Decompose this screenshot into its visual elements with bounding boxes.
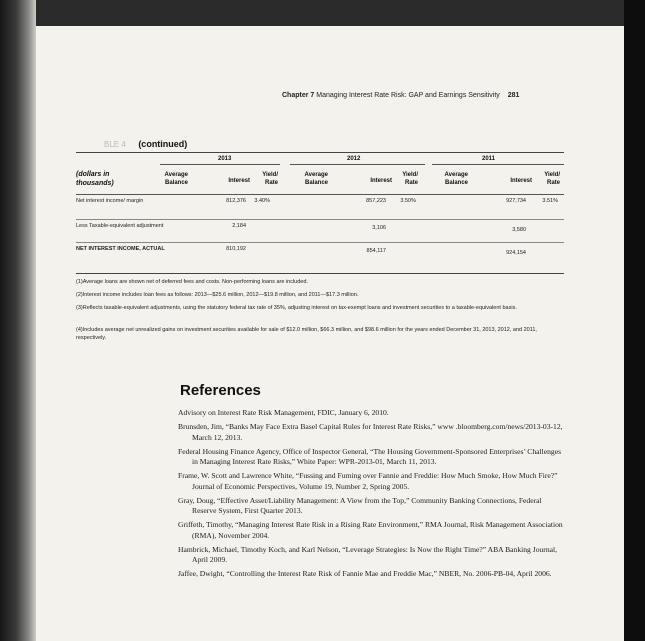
book-spine-shadow [0, 0, 36, 641]
cell: 924,154 [506, 250, 526, 256]
year-2011: 2011 [482, 156, 496, 162]
col-yield-2013: Yield/ Rate [262, 172, 278, 186]
year-2013-rule [160, 164, 280, 165]
reference-item: Federal Housing Finance Agency, Office of Inspector General, “The Housing Government-Sponsored Enterprises’ Challenges in Managing Interest Rate Risks,” White Paper: WPR-2013-01, March 11, 2013. [178, 446, 562, 466]
page-number: 281 [507, 92, 520, 99]
col-interest-2012: Interest [370, 178, 392, 184]
reference-item: Hambrick, Michael, Timothy Koch, and Karl Nelson, “Leverage Strategies: Is Now the Right Time?” ABA Banking Journal, April 2009. [178, 544, 557, 564]
table-bottom-rule [76, 273, 564, 274]
col-avg-balance-2011: Average Balance [444, 172, 468, 186]
year-2012-rule [290, 164, 425, 165]
reference-item: Griffeth, Timothy, “Managing Interest Rate Risk in a Rising Rate Environment,” RMA Journal, Risk Management Association (RMA), November 2004. [178, 520, 563, 540]
cell: 857,223 [366, 198, 386, 204]
reference-item: Gray, Doug, “Effective Asset/Liability Management: A View from the Top,” Community Banking Connections, Federal Reserve System, First Quarter 2013. [178, 495, 542, 515]
cell: 3.40% [254, 198, 270, 204]
references-list [178, 408, 564, 584]
reference-item: Frame, W. Scott and Lawrence White, “Fussing and Fuming over Fannie and Freddie: How Much Smoke, How Much Fire?” Journal of Economic Perspectives, Volume 19, Number 2, Spring 2005. [178, 471, 558, 491]
row-label: Less Taxable-equivalent adjustment [76, 223, 164, 229]
row-label: Net interest income/ margin [76, 198, 144, 204]
cell: 810,192 [226, 246, 246, 252]
table-continued: (continued) [138, 139, 188, 149]
footnote-3: (3)Reflects taxable-equivalent adjustments, using the statutory federal tax rate of 35%, adjusting interest on tax-exempt loans and investment securities to a taxable-equivalent basis. [76, 305, 517, 311]
col-yield-2011: Yield/ Rate [544, 172, 560, 186]
row-rule [76, 219, 564, 220]
year-2013: 2013 [218, 156, 232, 162]
header-rule [76, 194, 564, 195]
reference-item: Jaffee, Dwight, “Controlling the Interest Rate Risk of Fannie Mae and Freddie Mac,” NBER, No. 2006-PB-04, April 2006. [178, 569, 552, 579]
references-heading: References [180, 382, 261, 399]
footnote-4: (4)Includes average net unrealized gains on investment securities available for sale of $12.0 million, $66.3 million, and $98.6 million for the years ended December 31, 2013, 2012, and 2011, respectively. [76, 327, 537, 341]
dollars-header: (dollars in thousands) [76, 171, 114, 187]
table-top-rule [76, 152, 564, 153]
table-label-prefix: BLE 4 [104, 140, 126, 149]
cell: 927,734 [506, 198, 526, 204]
chapter-title: Managing Interest Rate Risk: GAP and Earnings Sensitivity [316, 92, 500, 99]
cell: 3,580 [512, 227, 526, 233]
cell: 812,376 [226, 198, 246, 204]
row-label: NET INTEREST INCOME, ACTUAL [76, 246, 165, 252]
footnote-2: (2)Interest income includes loan fees as follows: 2013—$25.6 million, 2012—$19.8 million, and 2011—$17.3 million. [76, 292, 359, 298]
cell: 2,184 [232, 223, 246, 229]
year-2011-rule [432, 164, 564, 165]
col-interest-2011: Interest [510, 178, 532, 184]
year-2012: 2012 [347, 156, 361, 162]
cell: 3.51% [542, 198, 558, 204]
row-rule [76, 242, 564, 243]
col-avg-balance-2012: Average Balance [304, 172, 328, 186]
footnote-1: (1)Average loans are shown net of deferred fees and costs. Non-performing loans are included. [76, 279, 308, 285]
col-yield-2012: Yield/ Rate [402, 172, 418, 186]
chapter-label: Chapter 7 [282, 92, 315, 99]
cell: 854,117 [366, 248, 386, 254]
reference-item: Brunsden, Jim, “Banks May Face Extra Basel Capital Rules for Interest Rate Risks,” www .bloomberg.com/news/2013-03-12, March 12, 2013. [178, 422, 563, 442]
col-interest-2013: Interest [228, 178, 250, 184]
running-header [282, 92, 519, 99]
cell: 3.50% [400, 198, 416, 204]
scan-right-edge [624, 0, 645, 641]
reference-item: Advisory on Interest Rate Risk Management, FDIC, January 6, 2010. [178, 408, 389, 417]
table-label [104, 139, 187, 149]
col-avg-balance-2013: Average Balance [164, 172, 188, 186]
cell: 3,106 [372, 225, 386, 231]
